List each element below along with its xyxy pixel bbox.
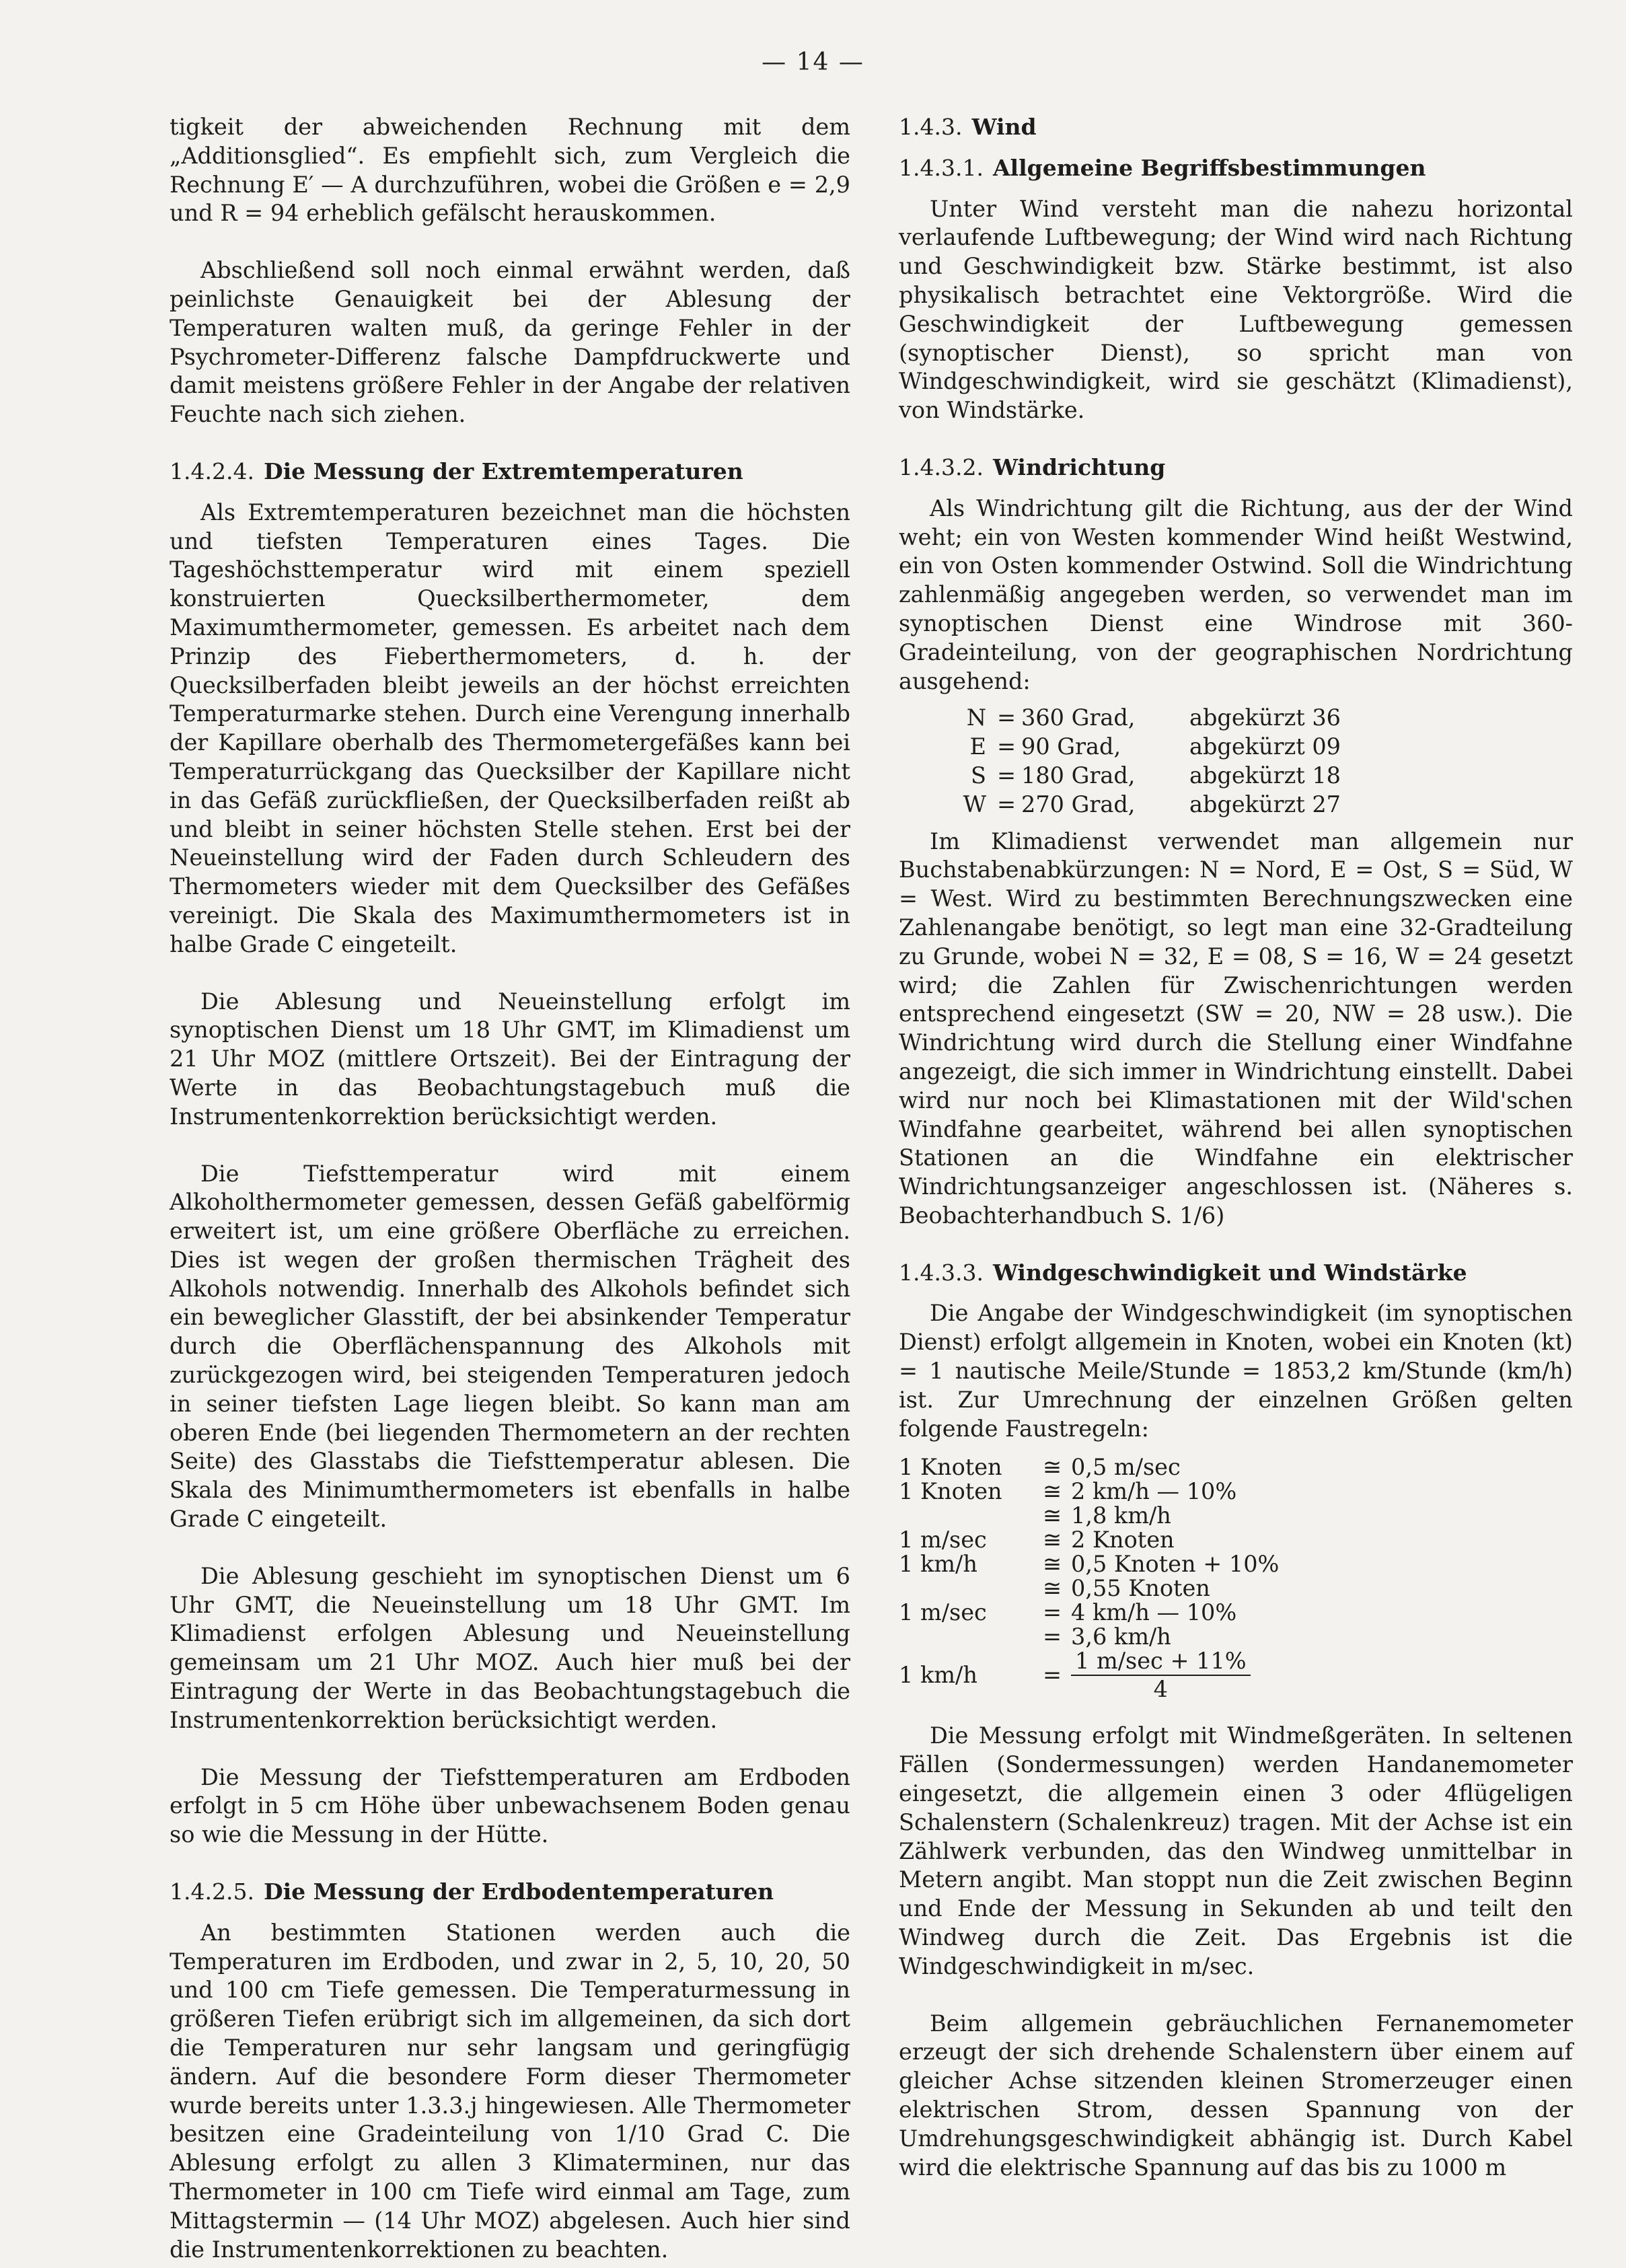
equals-sign: = <box>996 733 1017 760</box>
conversion-table <box>899 1455 1279 1702</box>
direction-degrees: 90 Grad, <box>1021 733 1121 760</box>
paragraph: Die Angabe der Windgeschwindigkeit (im synoptischen Dienst) erfolgt allgemein in Knoten, wobei ein Knoten (kt) = 1 nautische Meile/Stunde = 1853,2 km/Stunde (km/h) ist. Zur Umrechnung der einzelnen Größen gelten folgende Faustregeln: <box>899 1300 1573 1442</box>
conversion-fraction <box>1071 1649 1279 1702</box>
left-column <box>170 113 850 2264</box>
section-title: Die Messung der Extremtemperaturen <box>263 458 743 484</box>
direction-letter: W <box>963 791 986 817</box>
direction-letter: N <box>966 704 986 731</box>
table-row <box>899 1552 1279 1576</box>
conversion-lhs: 1 km/h <box>899 1662 977 1689</box>
table-row <box>899 1576 1279 1601</box>
paragraph: Unter Wind versteht man die nahezu horizontal verlaufende Luftbewegung; der Wind wird nach Richtung und Geschwindigkeit bzw. Stärke bestimmt, ist also physikalisch betrachtet eine Vektorgröße. Wird die Geschwindigkeit der Luftbewegung gemessen (synoptischer Dienst), so spricht man von Windgeschwindigkeit, wird sie geschätzt (Klimadienst), von Windstärke. <box>899 195 1573 424</box>
conversion-rhs: 0,5 Knoten + 10% <box>1071 1551 1280 1578</box>
conversion-rhs: 0,5 m/sec <box>1071 1454 1181 1481</box>
conversion-relation: ≅ <box>1042 1527 1062 1553</box>
conversion-relation: = <box>1042 1599 1062 1626</box>
direction-degrees: 270 Grad, <box>1021 791 1136 817</box>
direction-letter: E <box>969 733 986 760</box>
table-row <box>899 791 1341 819</box>
section-number: 1.4.3.3. <box>899 1259 984 1286</box>
paragraph: Beim allgemein gebräuchlichen Fernanemometer erzeugt der sich drehende Schalenstern über einem auf gleicher Achse sitzenden kleinen Stromerzeuger einen elektrischen Strom, dessen Spannung von der Umdrehungsgeschwindigkeit abhängig ist. Durch Kabel wird die elektrische Spannung auf das bis zu 1000 m <box>899 2010 1573 2181</box>
subsection-heading <box>899 1259 1573 1288</box>
conversion-relation: ≅ <box>1042 1454 1062 1481</box>
conversion-lhs: 1 Knoten <box>899 1454 1002 1481</box>
conversion-rhs: 0,55 Knoten <box>1071 1575 1210 1602</box>
conversion-lhs <box>899 1625 1033 1649</box>
equals-sign: = <box>996 704 1017 731</box>
section-heading <box>170 1878 850 1907</box>
conversion-lhs <box>899 1504 1033 1528</box>
conversion-lhs: 1 km/h <box>899 1551 977 1578</box>
paragraph: Die Messung der Tiefsttemperaturen am Erdboden erfolgt in 5 cm Höhe über unbewachsenem Boden genau so wie die Messung in der Hütte. <box>170 1763 850 1848</box>
paragraph: An bestimmten Stationen werden auch die Temperaturen im Erdboden, und zwar in 2, 5, 10, 20, 50 und 100 cm Tiefe gemessen. Die Temperaturmessung in größeren Tiefen erübrigt sich im allgemeinen, da sich dort die Temperaturen nur sehr langsam und geringfügig ändern. Auf die besondere Form dieser Thermometer wurde bereits unter 1.3.3.j hingewiesen. Alle Thermometer besitzen eine Gradeinteilung von 1/10 Grad C. Die Ablesung erfolgt zu allen 3 Klimaterminen, nur das Thermometer in 100 cm Tiefe wird einmal am Tage, zum Mittagstermin — (14 Uhr MOZ) abgelesen. Auch hier sind die Instrumentenkorrektionen zu beachten. <box>170 1919 850 2263</box>
section-heading <box>170 458 850 486</box>
table-row <box>899 733 1341 762</box>
table-row <box>899 1455 1279 1479</box>
conversion-relation: ≅ <box>1042 1575 1062 1602</box>
table-row <box>899 704 1341 733</box>
section-title: Allgemeine Begriffsbestimmungen <box>992 154 1426 181</box>
table-row <box>899 1625 1279 1649</box>
conversion-lhs: 1 m/sec <box>899 1599 987 1626</box>
conversion-relation: ≅ <box>1042 1502 1062 1529</box>
table-row <box>899 1528 1279 1552</box>
direction-abbreviation: abgekürzt 18 <box>1189 762 1341 789</box>
section-number: 1.4.3. <box>899 114 963 140</box>
conversion-relation: = <box>1042 1662 1062 1689</box>
paragraph: Die Tiefsttemperatur wird mit einem Alkoholthermometer gemessen, dessen Gefäß gabelförmig erweitert ist, um eine größere Oberfläche zu erreichen. Dies ist wegen der großen thermischen Trägheit des Alkohols notwendig. Innerhalb des Alkohols befindet sich ein beweglicher Glasstift, der bei absinkender Temperatur durch die Oberflächenspannung des Alkohols mit zurückgezogen wird, bei steigenden Temperaturen jedoch in seiner tiefsten Lage liegen bleibt. So kann man am oberen Ende (bei liegenden Thermometern an der rechten Seite) des Glasstabs die Tiefsttemperatur ablesen. Die Skala des Minimumthermometers ist ebenfalls in halbe Grade C eingeteilt. <box>170 1160 850 1533</box>
subsection-heading <box>899 154 1573 183</box>
paragraph: Die Ablesung und Neueinstellung erfolgt im synoptischen Dienst um 18 Uhr GMT, im Klimadienst um 21 Uhr MOZ (mittlere Ortszeit). Bei der Eintragung der Werte in das Beobachtungstagebuch muß die Instrumentenkorrektion berücksichtigt werden. <box>170 988 850 1130</box>
direction-letter: S <box>971 762 986 789</box>
paragraph: Als Extremtemperaturen bezeichnet man die höchsten und tiefsten Temperaturen eines Tages. Die Tageshöchsttemperatur wird mit einem speziell konstruierten Quecksilberthermometer, dem Maximumthermometer, gemessen. Es arbeitet nach dem Prinzip des Fieberthermometers, d. h. der Quecksilberfaden bleibt jeweils an der höchst erreichten Temperaturmarke stehen. Durch eine Verengung innerhalb der Kapillare oberhalb des Thermometergefäßes kann bei Temperaturrückgang das Quecksilber der Kapillare nicht in das Gefäß zurückfließen, der Quecksilberfaden reißt ab und bleibt in seiner höchsten Stelle stehen. Erst bei der Neueinstellung wird der Faden durch Schleudern des Thermometers wieder mit dem Quecksilber des Gefäßes vereinigt. Die Skala des Maximumthermometers ist in halbe Grade C eingeteilt. <box>170 499 850 957</box>
conversion-relation: ≅ <box>1042 1551 1062 1578</box>
equals-sign: = <box>996 762 1017 789</box>
paragraph: Abschließend soll noch einmal erwähnt werden, daß peinlichste Genauigkeit bei der Ablesung der Temperaturen walten muß, da geringe Fehler in der Psychrometer-Differenz falsche Dampfdruckwerte und damit meistens größere Fehler in der Angabe der relativen Feuchte nach sich ziehen. <box>170 257 850 428</box>
table-row <box>899 1504 1279 1528</box>
direction-abbreviation: abgekürzt 09 <box>1189 733 1341 760</box>
conversion-rhs: 3,6 km/h <box>1071 1623 1171 1650</box>
section-title: Windgeschwindigkeit und Windstärke <box>992 1259 1467 1286</box>
table-row <box>899 1649 1279 1702</box>
fraction-denominator: 4 <box>1153 1676 1168 1703</box>
direction-abbreviation: abgekürzt 36 <box>1189 704 1341 731</box>
conversion-lhs: 1 Knoten <box>899 1478 1002 1505</box>
paragraph: Als Windrichtung gilt die Richtung, aus der der Wind weht; ein von Westen kommender Wind heißt Westwind, ein von Osten kommender Ostwind. Soll die Windrichtung zahlenmäßig angegeben werden, so verwendet man im synoptischen Dienst eine Windrose mit 360-Gradeinteilung, von der geographischen Nordrichtung ausgehend: <box>899 495 1573 694</box>
conversion-relation: = <box>1042 1623 1062 1650</box>
section-heading <box>899 113 1573 142</box>
table-row <box>899 1601 1279 1625</box>
conversion-rhs: 2 Knoten <box>1071 1527 1175 1553</box>
direction-degrees: 360 Grad, <box>1021 704 1136 731</box>
table-row <box>899 762 1341 791</box>
page-number: — 14 — <box>762 48 864 76</box>
right-column <box>899 113 1573 2182</box>
paragraph: Die Messung erfolgt mit Windmeßgeräten. In seltenen Fällen (Sondermessungen) werden Handanemometer eingesetzt, die allgemein einen 3 oder 4flügeligen Schalenstern (Schalenkreuz) tragen. Mit der Achse ist ein Zählwerk verbunden, das den Windweg unmittelbar in Metern angibt. Man stoppt nun die Zeit zwischen Beginn und Ende der Messung in Sekunden ab und teilt den Windweg durch die Zeit. Das Ergebnis ist die Windgeschwindigkeit in m/sec. <box>899 1722 1573 1979</box>
table-row <box>899 1479 1279 1504</box>
section-number: 1.4.2.5. <box>170 1878 254 1905</box>
section-number: 1.4.3.1. <box>899 154 984 181</box>
fraction <box>1071 1649 1251 1702</box>
paragraph: tigkeit der abweichenden Rechnung mit dem „Additionsglied“. Es empfiehlt sich, zum Vergleich die Rechnung E′ — A durchzuführen, wobei die Größen e = 2,9 und R = 94 erheblich gefälscht herauskommen. <box>170 114 850 227</box>
equals-sign: = <box>996 791 1017 817</box>
wind-direction-table <box>899 704 1341 819</box>
section-title: Windrichtung <box>992 453 1166 480</box>
section-title: Wind <box>971 114 1037 140</box>
subsection-heading <box>899 453 1573 482</box>
conversion-rhs: 4 km/h — 10% <box>1071 1599 1237 1626</box>
direction-degrees: 180 Grad, <box>1021 762 1136 789</box>
conversion-rhs: 1,8 km/h <box>1071 1502 1171 1529</box>
conversion-lhs <box>899 1576 1033 1601</box>
conversion-rhs: 2 km/h — 10% <box>1071 1478 1237 1505</box>
direction-abbreviation: abgekürzt 27 <box>1189 791 1341 817</box>
section-number: 1.4.3.2. <box>899 453 984 480</box>
paragraph: Die Ablesung geschieht im synoptischen Dienst um 6 Uhr GMT, die Neueinstellung um 18 Uhr GMT. Im Klimadienst erfolgen Ablesung und Neueinstellung gemeinsam um 21 Uhr MOZ. Auch hier muß bei der Eintragung der Werte in das Beobachtungstagebuch die Instrumentenkorrektion berücksichtigt werden. <box>170 1562 850 1733</box>
conversion-lhs: 1 m/sec <box>899 1527 987 1553</box>
section-number: 1.4.2.4. <box>170 458 254 484</box>
fraction-numerator: 1 m/sec + 11% <box>1071 1649 1251 1676</box>
conversion-relation: ≅ <box>1042 1478 1062 1505</box>
section-title: Die Messung der Erdbodentemperaturen <box>263 1878 774 1905</box>
paragraph: Im Klimadienst verwendet man allgemein nur Buchstabenabkürzungen: N = Nord, E = Ost, S = Süd, W = West. Wird zu bestimmten Berechnungszwecken eine Zahlenangabe benötigt, so legt man eine 32-Gradteilung zu Grunde, wobei N = 32, E = 08, S = 16, W = 24 gesetzt wird; die Zahlen für Zwischenrichtungen werden entsprechend eingesetzt (SW = 20, NW = 28 usw.). Die Windrichtung wird durch die Stellung einer Windfahne angezeigt, die sich immer in Windrichtung einstellt. Dabei wird nur noch bei Klimastationen mit der Wild'schen Windfahne gearbeitet, während bei allen synoptischen Stationen an die Windfahne ein elektrischer Windrichtungsanzeiger angeschlossen ist. (Näheres s. Beobachterhandbuch S. 1/6) <box>899 828 1573 1229</box>
